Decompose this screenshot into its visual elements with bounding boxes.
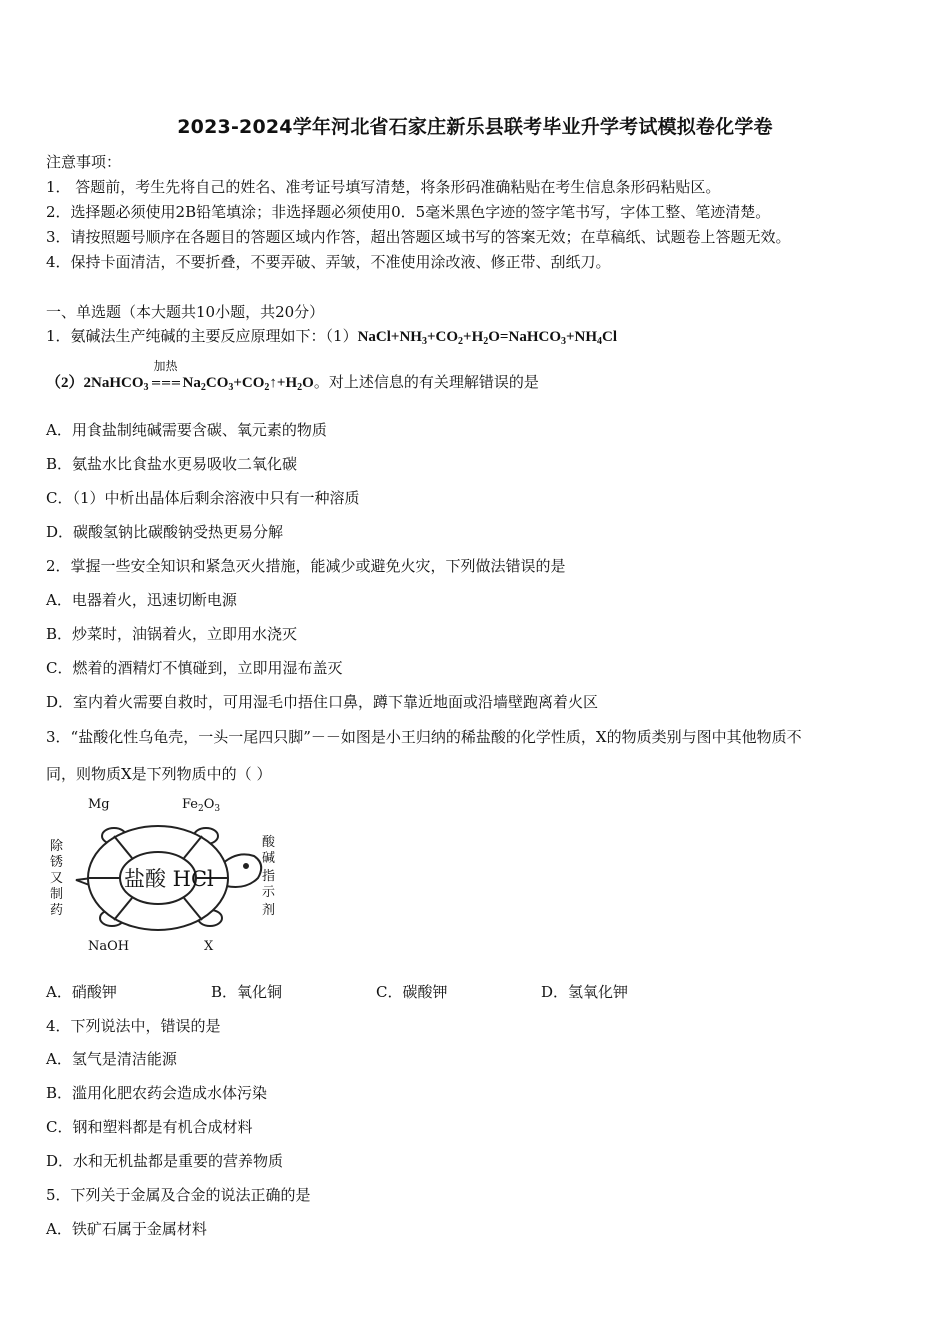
o-sub: 3: [214, 804, 221, 814]
heat-label: 加热: [153, 359, 178, 373]
option: B．氨盐水比食盐水更易吸收二氧化碳: [46, 455, 298, 473]
reaction-2-reactant: （2）2NaHCO$_3$: [46, 375, 149, 393]
left-char: 除: [50, 839, 64, 854]
reaction-2-prefix: （2）2NaHCO: [46, 375, 144, 391]
question-3-options: [46, 982, 628, 1002]
option: D．碳酸氢钠比碳酸钠受热更易分解: [46, 523, 284, 541]
left-char: 药: [50, 903, 64, 918]
page-title: 2023-2024学年河北省石家庄新乐县联考毕业升学考试模拟卷化学卷: [177, 116, 773, 138]
question-4-stem: 4．下列说法中，错误的是: [46, 1017, 221, 1035]
o-text: O: [203, 797, 215, 812]
option: D．室内着火需要自救时，可用湿毛巾捂住口鼻，蹲下靠近地面或沿墙壁跑离着火区: [46, 693, 599, 711]
option: B．氧化铜: [211, 983, 283, 1001]
option: C．钢和塑料都是有机合成材料: [46, 1118, 253, 1136]
option: C．碳酸钾: [376, 983, 448, 1001]
option: D．氢氧化钾: [541, 983, 629, 1001]
question-3-stem-2: 同，则物质X是下列物质中的（ ）: [46, 765, 272, 783]
label-fe2o3: [182, 797, 220, 814]
turtle-eye: [244, 864, 248, 868]
left-char: 又: [50, 871, 64, 886]
option: B．炒菜时，油锅着火，立即用水浇灭: [46, 625, 298, 643]
notice-item: 4．保持卡面清洁，不要折叠，不要弄破、弄皱，不准使用涂改液、修正带、刮纸刀。: [46, 253, 611, 271]
label-mg: Mg: [88, 797, 110, 812]
label-right-vertical: [262, 835, 276, 918]
section-heading: 一、单选题（本大题共10小题，共20分）: [46, 303, 325, 321]
option: C．燃着的酒精灯不慎碰到，立即用湿布盖灭: [46, 659, 343, 677]
question-1-stem: [46, 326, 617, 347]
question-1-stem-2: [46, 359, 539, 394]
label-center-hcl: 盐酸 HCl: [124, 867, 214, 891]
right-char: 指: [262, 869, 276, 884]
question-3-stem: 3．“盐酸化性乌龟壳，一头一尾四只脚”－－如图是小王归纳的稀盐酸的化学性质，X的物质类别与图中其他物质不: [46, 728, 802, 746]
left-char: 制: [50, 887, 64, 902]
question-2-stem: 2．掌握一些安全知识和紧急灭火措施，能减少或避免火灾，下列做法错误的是: [46, 557, 566, 575]
notice-heading: 注意事项：: [46, 153, 122, 171]
option: A．用食盐制纯碱需要含碳、氧元素的物质: [46, 421, 327, 439]
left-char: 锈: [50, 855, 64, 870]
notice-item: 1． 答题前，考生先将自己的姓名、准考证号填写清楚，将条形码准确粘贴在考生信息条形码粘贴区。: [46, 178, 721, 196]
right-char: 酸: [262, 835, 276, 850]
fe-text: Fe: [182, 797, 199, 812]
right-char: 剂: [262, 903, 276, 918]
question-1-stem-suffix: 。对上述信息的有关理解错误的是: [313, 373, 539, 391]
label-x: X: [204, 939, 214, 954]
notice-item: 3．请按照题号顺序在各题目的答题区域内作答，超出答题区域书写的答案无效；在草稿纸、试题卷上答题无效。: [46, 228, 791, 246]
notice-item: 2．选择题必须使用2B铅笔填涂；非选择题必须使用0．5毫米黑色字迹的签字笔书写，字体工整、笔迹清楚。: [46, 203, 771, 221]
option: C．（1）中析出晶体后剩余溶液中只有一种溶质: [46, 489, 360, 507]
option: A．硝酸钾: [46, 983, 117, 1001]
option: D．水和无机盐都是重要的营养物质: [46, 1152, 284, 1170]
heat-sign: ===: [150, 376, 181, 391]
label-left-vertical: [50, 839, 64, 918]
right-char: 碱: [262, 851, 276, 866]
label-naoh: NaOH: [88, 939, 130, 954]
right-char: 示: [262, 885, 276, 900]
heat-condition: [149, 359, 183, 394]
question-1-stem-text: 1．氨碱法生产纯碱的主要反应原理如下：（1）: [46, 327, 358, 345]
fe-sub: 2: [198, 804, 204, 814]
turtle-diagram: [40, 794, 300, 956]
option: A．电器着火，迅速切断电源: [46, 591, 237, 609]
reaction-2-products: $Na_2CO_3+CO_2↑+H_2O$: [182, 375, 314, 393]
option: A．铁矿石属于金属材料: [46, 1220, 207, 1238]
question-5-stem: 5．下列关于金属及合金的说法正确的是: [46, 1186, 311, 1204]
option: A．氢气是清洁能源: [46, 1050, 177, 1068]
reaction-1-equation: $NaCl+NH_3+CO_2+H_2O=NaHCO_3+NH_4Cl$: [357, 329, 618, 347]
option: B．滥用化肥农药会造成水体污染: [46, 1084, 268, 1102]
